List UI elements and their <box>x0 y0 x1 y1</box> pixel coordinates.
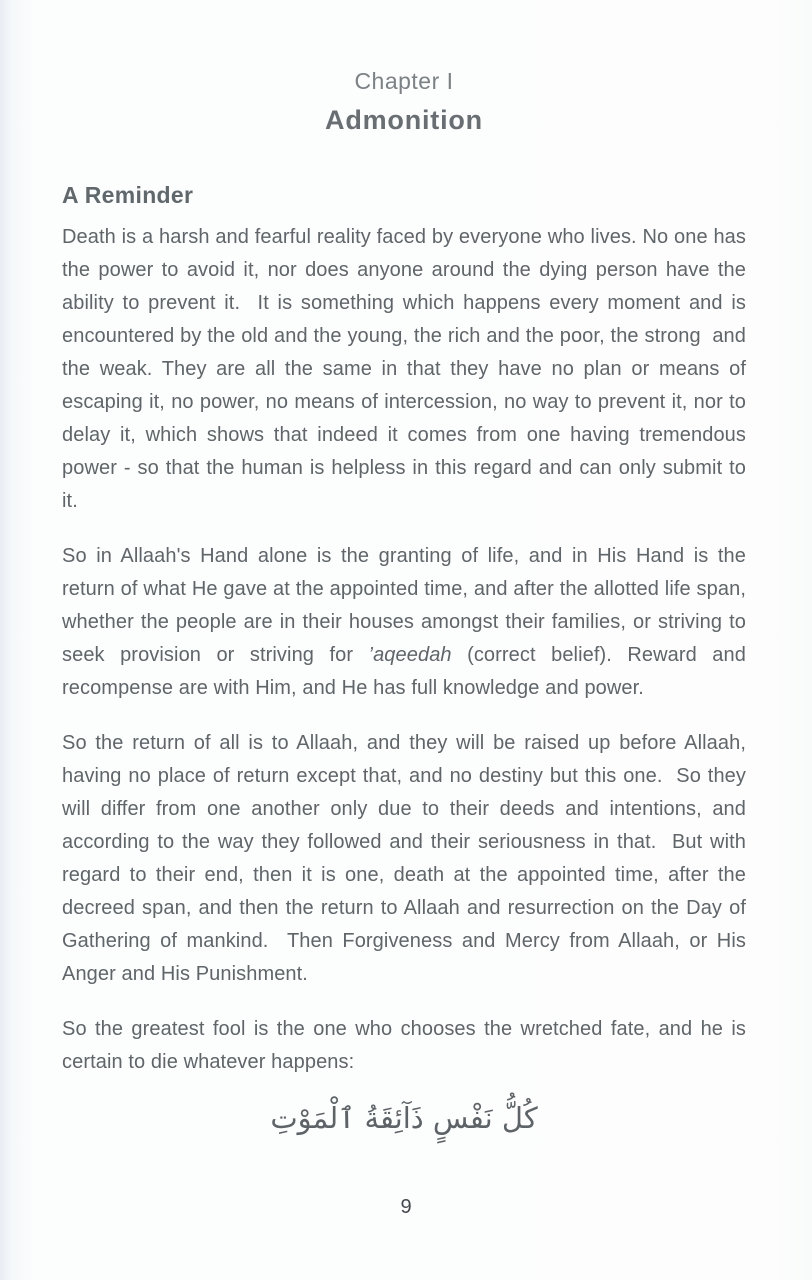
chapter-label: Chapter I <box>354 68 454 94</box>
paragraph-return-to-allaah: So the return of all is to Allaah, and they will be raised up before Allaah, having no place of return except that, and no destiny but this one. So they will differ from one another only due to their deeds and intentions, and according to the way they followed and their seriousness in that. But with regard to their end, then it is one, death at the appointed time, after the decreed span, and then the return to Allaah and resurrection on the Day of Gathering of mankind. Then Forgiveness and Mercy from Allaah, or His Anger and His Punishment. <box>62 732 752 985</box>
page-number: 9 <box>400 1196 412 1218</box>
chapter-title: Admonition <box>325 105 483 135</box>
paragraph-death-reality: Death is a harsh and fearful reality faced by everyone who lives. No one has the power to avoid it, nor does anyone around the dying person have the ability to prevent it. It is something which happens every moment and is encountered by the old and the young, the rich and the poor, the strong and the weak. They are all the same in that they have no plan or means of escaping it, no power, no means of intercession, no way to prevent it, nor to delay it, which shows that indeed it comes from one having tremendous power - so that the human is helpless in this regard and can only submit to it. <box>62 226 752 512</box>
paragraph-greatest-fool: So the greatest fool is the one who chooses the wretched fate, and he is certain to die whatever happens: <box>62 1018 752 1073</box>
paragraph-allaahs-hand-text-after: (correct belief). Reward and recompense are with Him, and He has full knowledge and power. <box>62 644 752 699</box>
italic-term-aqeedah: ’aqeedah <box>368 644 452 666</box>
section-heading: A Reminder <box>62 182 194 208</box>
paragraph-allaahs-hand-text-before: So in Allaah's Hand alone is the granting of life, and in His Hand is the return of what He gave at the appointed time, and after the allotted life span, whether the people are in their houses amongst their families, or striving to seek provision or striving for <box>62 545 752 666</box>
arabic-quran-verse: كُلُّ نَفْسٍ ذَآئِقَةُ ٱلْمَوْتِ <box>270 1101 538 1135</box>
paragraph-allaahs-hand <box>62 540 752 705</box>
